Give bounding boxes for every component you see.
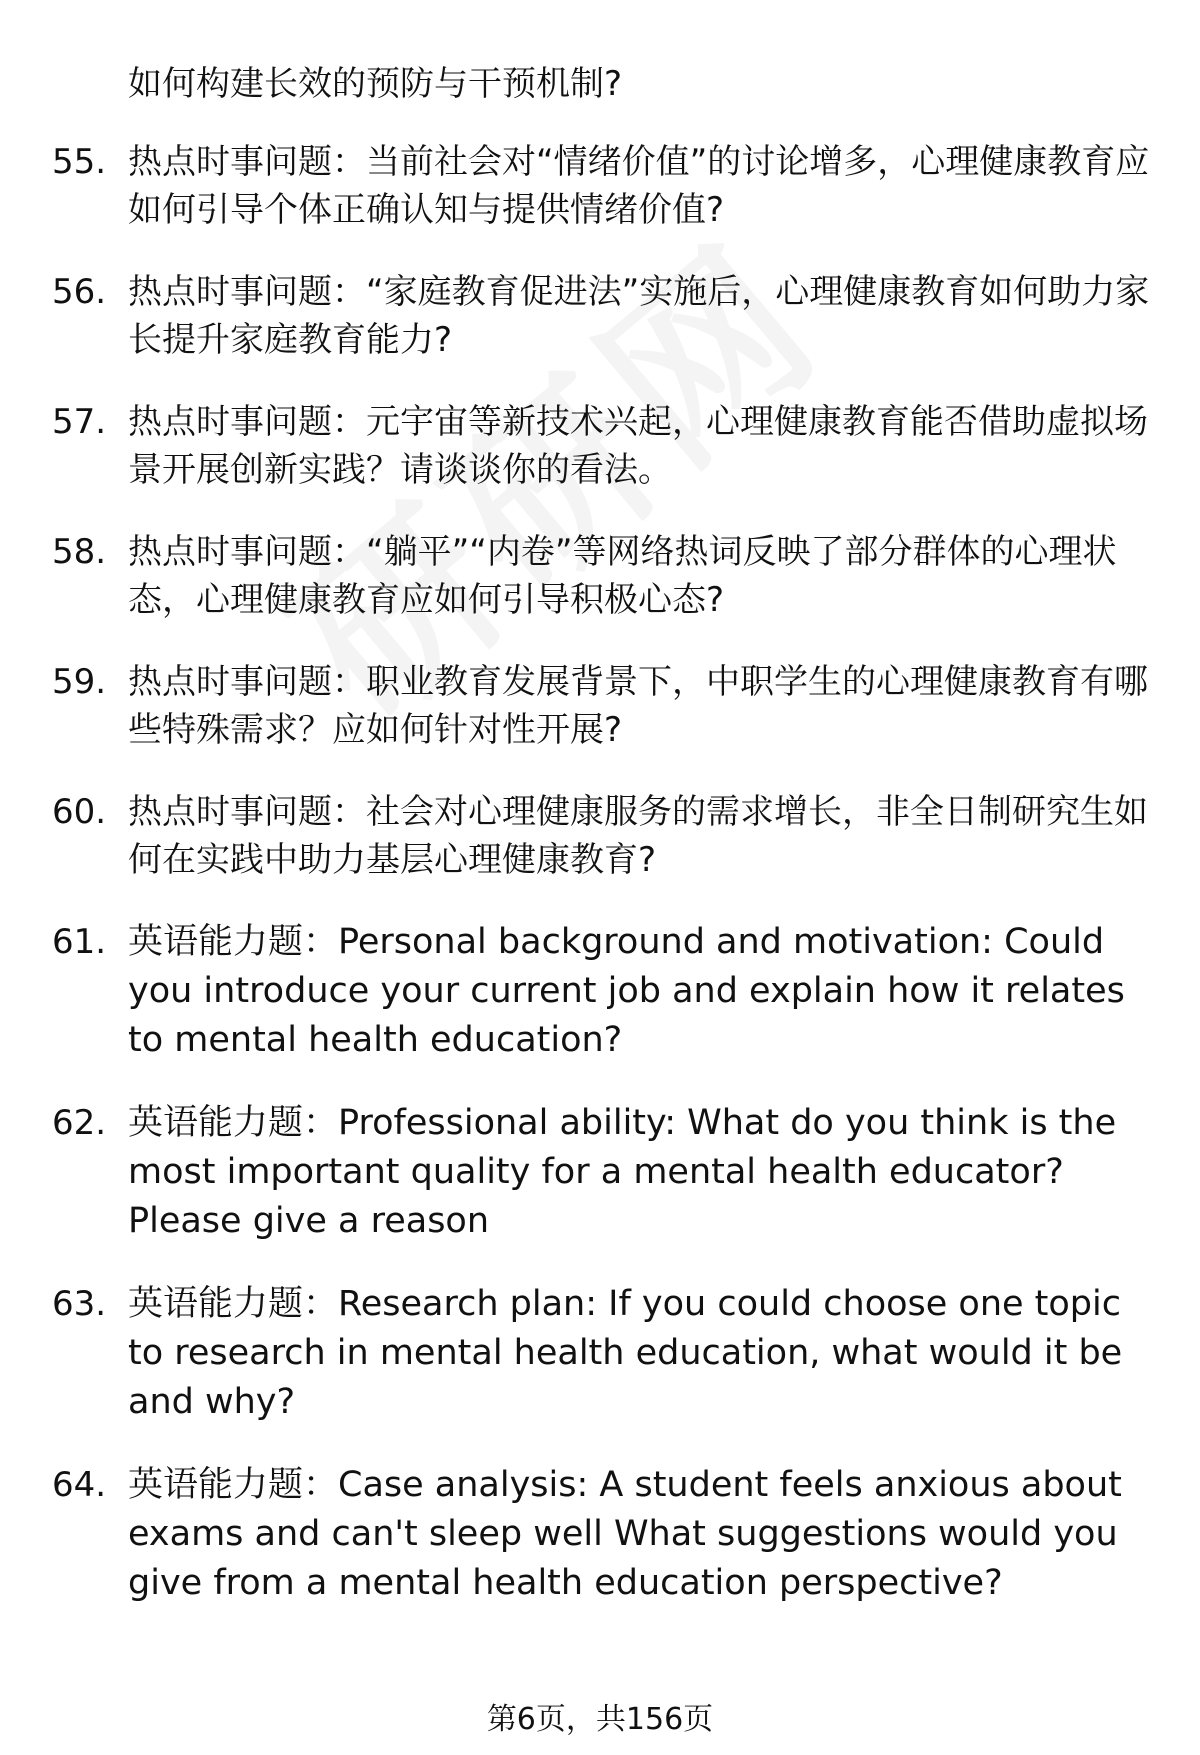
question-item — [0, 268, 1158, 364]
question-item — [0, 1461, 1158, 1608]
question-number: 61. — [52, 922, 107, 962]
question-text: 英语能力题：Professional ability: What do you think is the most important quality for a mental health educator? Please give a reason — [128, 1103, 1117, 1241]
question-text: 热点时事问题：“躺平”“内卷”等网络热词反映了部分群体的心理状态，心理健康教育应如何引导积极心态? — [128, 532, 1117, 620]
question-item — [0, 528, 1158, 624]
question-item — [0, 918, 1158, 1065]
question-number: 57. — [52, 402, 107, 442]
question-number: 64. — [52, 1465, 107, 1505]
question-number: 55. — [52, 142, 107, 182]
question-item — [0, 398, 1158, 494]
question-text: 热点时事问题：“家庭教育促进法”实施后，心理健康教育如何助力家长提升家庭教育能力? — [128, 272, 1150, 360]
question-item — [0, 1280, 1158, 1427]
question-item — [0, 788, 1158, 884]
question-text: 英语能力题：Personal background and motivation: Could you introduce your current job and explain how it relates to mental health education? — [128, 922, 1125, 1060]
question-number: 63. — [52, 1284, 107, 1324]
question-text: 英语能力题：Case analysis: A student feels anxious about exams and can't sleep well What suggestions would you give from a mental health education perspective? — [128, 1465, 1122, 1603]
question-number: 58. — [52, 532, 107, 572]
question-item — [0, 658, 1158, 754]
question-text: 热点时事问题：当前社会对“情绪价值”的讨论增多，心理健康教育应如何引导个体正确认知与提供情绪价值? — [128, 142, 1150, 230]
question-number: 62. — [52, 1103, 107, 1143]
page-footer: 第6页，共156页 — [486, 1702, 714, 1737]
question-item — [0, 138, 1158, 234]
question-list — [0, 138, 1200, 1642]
question-text: 热点时事问题：职业教育发展背景下，中职学生的心理健康教育有哪些特殊需求？应如何针对性开展? — [128, 662, 1148, 750]
question-text: 英语能力题：Research plan: If you could choose one topic to research in mental health education, what would it be and why? — [128, 1284, 1123, 1422]
question-number: 60. — [52, 792, 107, 832]
question-number: 56. — [52, 272, 107, 312]
question-text: 热点时事问题：社会对心理健康服务的需求增长，非全日制研究生如何在实践中助力基层心理健康教育? — [128, 792, 1148, 880]
continuation-text: 如何构建长效的预防与干预机制? — [128, 64, 623, 104]
question-item — [0, 1099, 1158, 1246]
question-number: 59. — [52, 662, 107, 702]
question-text: 热点时事问题：元宇宙等新技术兴起，心理健康教育能否借助虚拟场景开展创新实践？请谈谈你的看法。 — [128, 402, 1148, 490]
